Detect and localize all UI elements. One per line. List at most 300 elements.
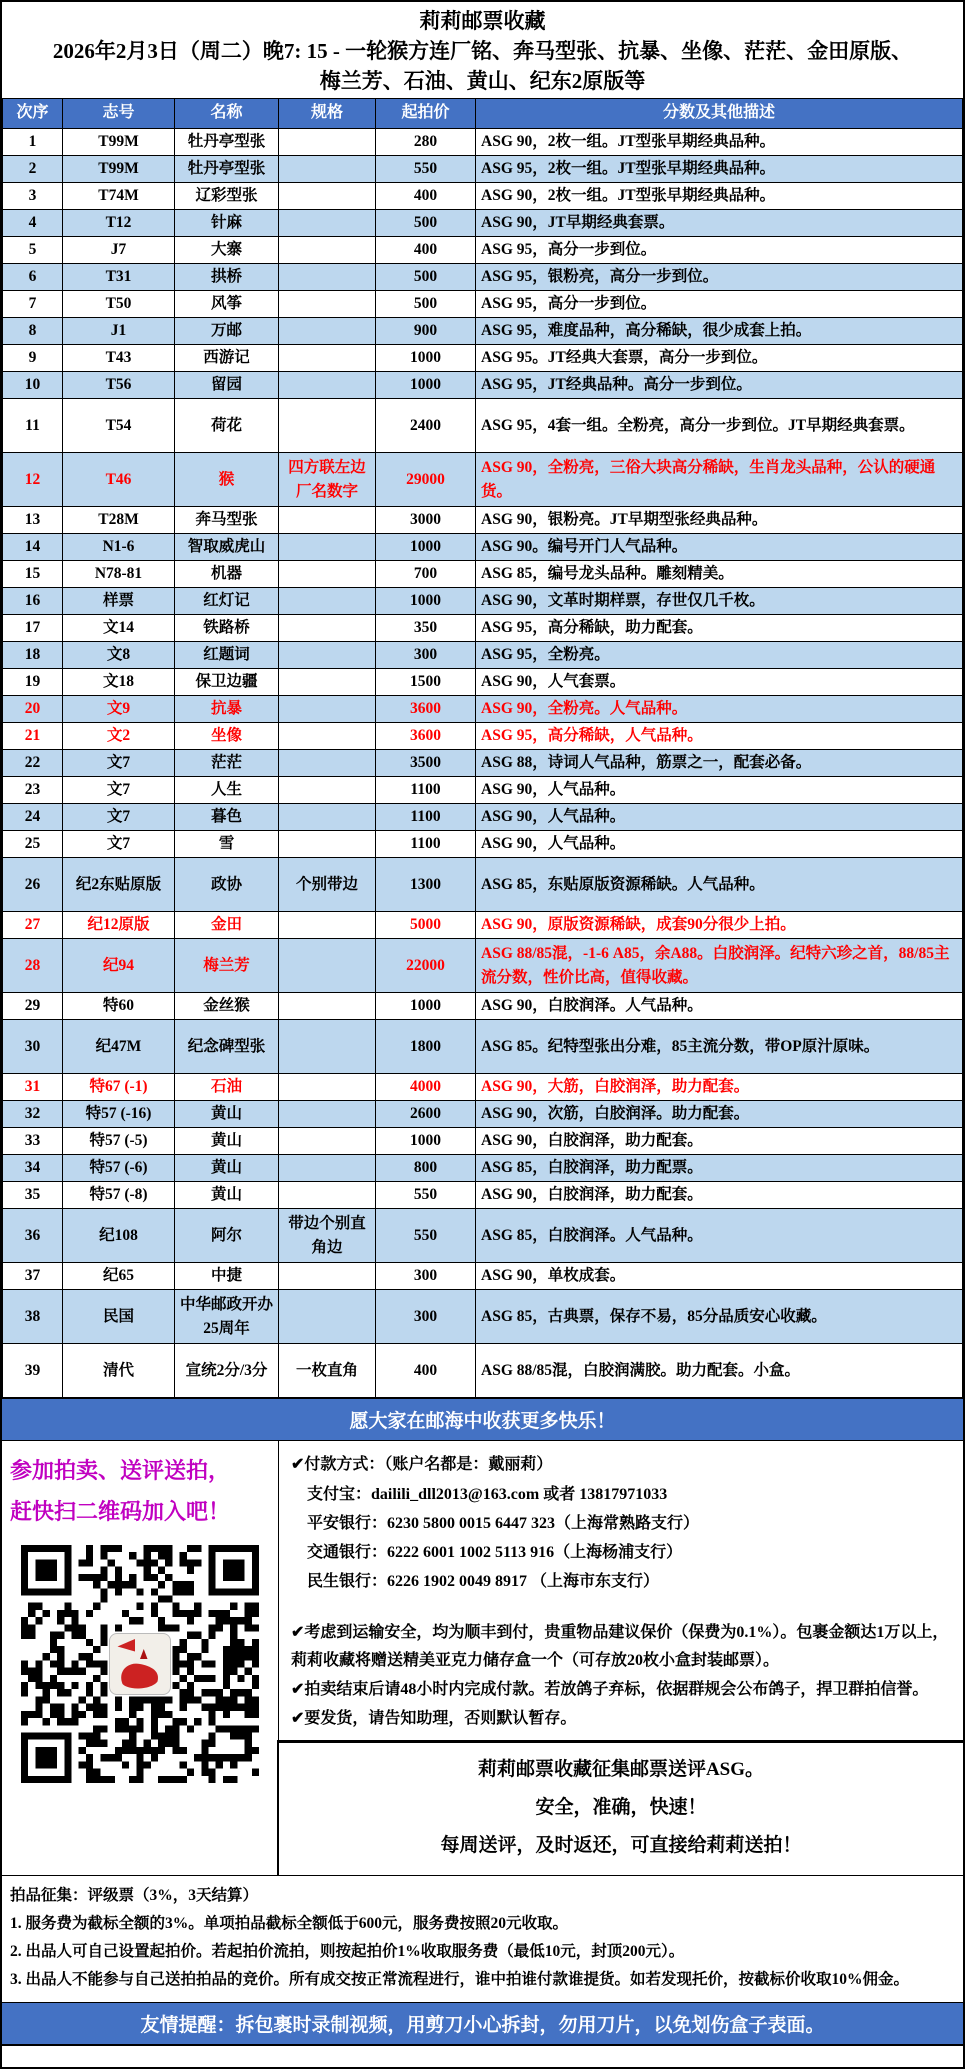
table-row bbox=[3, 723, 963, 750]
cell-price: 800 bbox=[376, 1155, 476, 1182]
payment-line: ✔拍卖结束后请48小时内完成付款。若放鸽子弃标，依据群规会公布鸽子，捍卫群拍信誉。 bbox=[291, 1680, 929, 1698]
cell-no: 8 bbox=[3, 318, 63, 345]
cell-spec bbox=[279, 129, 376, 156]
cell-price: 29000 bbox=[376, 453, 476, 507]
payment-line: ✔考虑到运输安全，均为顺丰到付，贵重物品建议保价（保费为0.1%）。包裹金额达1万以上，莉莉收藏将赠送精美亚克力储存盒一个（可存放20枚小盒封装邮票）。 bbox=[291, 1624, 949, 1669]
cell-price: 1000 bbox=[376, 372, 476, 399]
cell-price: 400 bbox=[376, 237, 476, 264]
terms-block bbox=[2, 1875, 963, 2002]
payment-line: 民生银行：6226 1902 0049 8917 （上海市东支行） bbox=[307, 1573, 660, 1591]
cell-desc: ASG 90，人气品种。 bbox=[476, 804, 963, 831]
cell-price: 1000 bbox=[376, 534, 476, 561]
qr-code bbox=[21, 1545, 259, 1783]
cell-code: 文14 bbox=[63, 615, 175, 642]
cell-code: N1-6 bbox=[63, 534, 175, 561]
cell-price: 3000 bbox=[376, 507, 476, 534]
page-title: 莉莉邮票收藏 bbox=[419, 9, 546, 33]
cell-no: 20 bbox=[3, 696, 63, 723]
cell-name: 人生 bbox=[175, 777, 279, 804]
table-row bbox=[3, 345, 963, 372]
cell-no: 35 bbox=[3, 1182, 63, 1209]
table-row bbox=[3, 804, 963, 831]
table-row bbox=[3, 858, 963, 912]
asg-service-box bbox=[277, 1740, 963, 1875]
table-row bbox=[3, 696, 963, 723]
cell-price: 300 bbox=[376, 1290, 476, 1344]
cell-spec bbox=[279, 264, 376, 291]
cell-code: 特67 (-1) bbox=[63, 1074, 175, 1101]
cell-code: 纪94 bbox=[63, 939, 175, 993]
cell-desc: ASG 95，难度品种，高分稀缺，很少成套上拍。 bbox=[476, 318, 963, 345]
table-row bbox=[3, 291, 963, 318]
table-row bbox=[3, 1290, 963, 1344]
cell-spec bbox=[279, 507, 376, 534]
col-header-spec: 规格 bbox=[279, 99, 376, 129]
promo-line-2: 赶快扫二维码加入吧！ bbox=[10, 1499, 231, 1525]
terms-line: 2. 出品人可自己设置起拍价。若起拍价流拍，则按起拍价1%收取服务费（最低10元，封顶200元）。 bbox=[10, 1942, 685, 1960]
cell-no: 28 bbox=[3, 939, 63, 993]
cell-spec bbox=[279, 1263, 376, 1290]
cell-name: 辽彩型张 bbox=[175, 183, 279, 210]
cell-desc: ASG 88/85混，-1-6 A85，余A88。白胶润泽。纪特六珍之首，88/85主流分数，性价比高，值得收藏。 bbox=[476, 939, 963, 993]
cell-price: 1000 bbox=[376, 345, 476, 372]
table-row bbox=[3, 399, 963, 453]
cell-spec bbox=[279, 291, 376, 318]
table-row bbox=[3, 1263, 963, 1290]
promo-line-1: 参加拍卖、送评送拍， bbox=[10, 1458, 231, 1484]
table-row bbox=[3, 264, 963, 291]
cell-code: 文7 bbox=[63, 777, 175, 804]
cell-spec bbox=[279, 1128, 376, 1155]
cell-price: 300 bbox=[376, 642, 476, 669]
cell-desc: ASG 95，全粉亮。 bbox=[476, 642, 963, 669]
cell-code: 文18 bbox=[63, 669, 175, 696]
table-row bbox=[3, 534, 963, 561]
table-row bbox=[3, 1344, 963, 1398]
cell-name: 金田 bbox=[175, 912, 279, 939]
cell-name: 宣统2分/3分 bbox=[175, 1344, 279, 1398]
cell-name: 牡丹亭型张 bbox=[175, 156, 279, 183]
table-row bbox=[3, 669, 963, 696]
payment-line: ✔要发货，请告知助理，否则默认暂存。 bbox=[291, 1709, 577, 1727]
cell-no: 2 bbox=[3, 156, 63, 183]
cell-code: 特57 (-8) bbox=[63, 1182, 175, 1209]
cell-desc: ASG 90，白胶润泽，助力配套。 bbox=[476, 1128, 963, 1155]
cell-code: T56 bbox=[63, 372, 175, 399]
cell-no: 15 bbox=[3, 561, 63, 588]
bottom-strip bbox=[2, 2045, 963, 2067]
table-row bbox=[3, 318, 963, 345]
cell-desc: ASG 88/85混，白胶润满胶。助力配套。小盒。 bbox=[476, 1344, 963, 1398]
cell-no: 4 bbox=[3, 210, 63, 237]
cell-desc: ASG 95，银粉亮，高分一步到位。 bbox=[476, 264, 963, 291]
cell-spec: 一枚直角 bbox=[279, 1344, 376, 1398]
cell-no: 5 bbox=[3, 237, 63, 264]
cell-name: 机器 bbox=[175, 561, 279, 588]
cell-code: T99M bbox=[63, 156, 175, 183]
cell-spec: 带边个别直角边 bbox=[279, 1209, 376, 1263]
cell-name: 牡丹亭型张 bbox=[175, 129, 279, 156]
cell-desc: ASG 95，高分稀缺，人气品种。 bbox=[476, 723, 963, 750]
cell-name: 风筝 bbox=[175, 291, 279, 318]
cell-price: 1100 bbox=[376, 804, 476, 831]
cell-name: 铁路桥 bbox=[175, 615, 279, 642]
cell-name: 中华邮政开办25周年 bbox=[175, 1290, 279, 1344]
asg-line-2: 安全，准确，快速！ bbox=[535, 1797, 707, 1819]
cell-spec: 四方联左边厂名数字 bbox=[279, 453, 376, 507]
terms-line: 3. 出品人不能参与自己送拍拍品的竞价。所有成交按正常流程进行，谁中拍谁付款谁提货。如若发现托价，按截标价收取10%佣金。 bbox=[10, 1970, 910, 1988]
cell-no: 37 bbox=[3, 1263, 63, 1290]
cell-no: 6 bbox=[3, 264, 63, 291]
table-row bbox=[3, 372, 963, 399]
table-row bbox=[3, 156, 963, 183]
col-header-name: 名称 bbox=[175, 99, 279, 129]
cell-no: 21 bbox=[3, 723, 63, 750]
cell-desc: ASG 85，白胶润泽，助力配票。 bbox=[476, 1155, 963, 1182]
cell-no: 29 bbox=[3, 993, 63, 1020]
cell-name: 西游记 bbox=[175, 345, 279, 372]
cell-spec bbox=[279, 1074, 376, 1101]
cell-no: 18 bbox=[3, 642, 63, 669]
cell-no: 14 bbox=[3, 534, 63, 561]
cell-code: T50 bbox=[63, 291, 175, 318]
cell-code: T43 bbox=[63, 345, 175, 372]
cell-name: 梅兰芳 bbox=[175, 939, 279, 993]
cell-code: 样票 bbox=[63, 588, 175, 615]
cell-code: 特57 (-16) bbox=[63, 1101, 175, 1128]
cell-name: 针麻 bbox=[175, 210, 279, 237]
cell-code: 纪65 bbox=[63, 1263, 175, 1290]
cell-code: T12 bbox=[63, 210, 175, 237]
auction-table-body bbox=[3, 129, 963, 1398]
cell-no: 10 bbox=[3, 372, 63, 399]
cell-price: 1300 bbox=[376, 858, 476, 912]
cell-price: 2600 bbox=[376, 1101, 476, 1128]
cell-code: T74M bbox=[63, 183, 175, 210]
cell-spec bbox=[279, 777, 376, 804]
cell-name: 智取威虎山 bbox=[175, 534, 279, 561]
footer-left-column bbox=[2, 1441, 279, 1875]
cell-desc: ASG 90，人气套票。 bbox=[476, 669, 963, 696]
payment-line: 交通银行：6222 6001 1002 5113 916（上海杨浦支行） bbox=[307, 1544, 683, 1562]
cell-code: T99M bbox=[63, 129, 175, 156]
cell-price: 550 bbox=[376, 156, 476, 183]
cell-no: 19 bbox=[3, 669, 63, 696]
payment-line: 平安银行：6230 5800 0015 6447 323（上海常熟路支行） bbox=[307, 1514, 700, 1532]
cell-no: 1 bbox=[3, 129, 63, 156]
cell-name: 雪 bbox=[175, 831, 279, 858]
cell-code: 文8 bbox=[63, 642, 175, 669]
bottom-banner: 友情提醒：拆包裹时录制视频，用剪刀小心拆封，勿用刀片，以免划伤盒子表面。 bbox=[2, 2002, 963, 2045]
cell-no: 12 bbox=[3, 453, 63, 507]
cell-price: 1500 bbox=[376, 669, 476, 696]
table-row bbox=[3, 1209, 963, 1263]
table-row bbox=[3, 642, 963, 669]
col-header-desc: 分数及其他描述 bbox=[476, 99, 963, 129]
cell-name: 中捷 bbox=[175, 1263, 279, 1290]
cell-spec bbox=[279, 345, 376, 372]
cell-name: 纪念碑型张 bbox=[175, 1020, 279, 1074]
cell-no: 22 bbox=[3, 750, 63, 777]
cell-name: 黄山 bbox=[175, 1182, 279, 1209]
cell-price: 1100 bbox=[376, 831, 476, 858]
cell-name: 茫茫 bbox=[175, 750, 279, 777]
table-row bbox=[3, 777, 963, 804]
cell-code: 纪2东贴原版 bbox=[63, 858, 175, 912]
cell-no: 31 bbox=[3, 1074, 63, 1101]
cell-name: 坐像 bbox=[175, 723, 279, 750]
cell-desc: ASG 90，人气品种。 bbox=[476, 831, 963, 858]
payment-info-block bbox=[279, 1441, 963, 1740]
cell-desc: ASG 88，诗词人气品种，筋票之一，配套必备。 bbox=[476, 750, 963, 777]
cell-code: 纪108 bbox=[63, 1209, 175, 1263]
cell-price: 700 bbox=[376, 561, 476, 588]
subtitle-line-1: 2026年2月3日（周二）晚7: 15 - 一轮猴方连厂铭、奔马型张、抗暴、坐像、茫茫、金田原版、 bbox=[52, 39, 913, 63]
cell-price: 1000 bbox=[376, 993, 476, 1020]
table-row bbox=[3, 237, 963, 264]
cell-no: 13 bbox=[3, 507, 63, 534]
cell-price: 3600 bbox=[376, 696, 476, 723]
cell-desc: ASG 90，原版资源稀缺，成套90分很少上拍。 bbox=[476, 912, 963, 939]
cell-spec bbox=[279, 912, 376, 939]
cell-no: 33 bbox=[3, 1128, 63, 1155]
cell-price: 300 bbox=[376, 1263, 476, 1290]
cell-desc: ASG 90，2枚一组。JT型张早期经典品种。 bbox=[476, 129, 963, 156]
cell-name: 奔马型张 bbox=[175, 507, 279, 534]
cell-name: 大寨 bbox=[175, 237, 279, 264]
cell-spec bbox=[279, 615, 376, 642]
cell-desc: ASG 90，全粉亮，三俗大块高分稀缺，生肖龙头品种，公认的硬通货。 bbox=[476, 453, 963, 507]
cell-spec bbox=[279, 696, 376, 723]
cell-spec bbox=[279, 318, 376, 345]
cell-code: J1 bbox=[63, 318, 175, 345]
terms-line: 拍品征集：评级票（3%，3天结算） bbox=[10, 1887, 259, 1905]
cell-code: 文7 bbox=[63, 831, 175, 858]
cell-desc: ASG 95，JT经典品种。高分一步到位。 bbox=[476, 372, 963, 399]
cell-spec bbox=[279, 1290, 376, 1344]
cell-no: 30 bbox=[3, 1020, 63, 1074]
col-header-code: 志号 bbox=[63, 99, 175, 129]
cell-desc: ASG 95，高分一步到位。 bbox=[476, 291, 963, 318]
table-row bbox=[3, 1074, 963, 1101]
cell-spec bbox=[279, 723, 376, 750]
cell-desc: ASG 90，次筋，白胶润泽。助力配套。 bbox=[476, 1101, 963, 1128]
title-block bbox=[2, 2, 963, 98]
cell-code: 纪12原版 bbox=[63, 912, 175, 939]
cell-name: 石油 bbox=[175, 1074, 279, 1101]
col-header-no: 次序 bbox=[3, 99, 63, 129]
table-row bbox=[3, 1020, 963, 1074]
cell-desc: ASG 85，古典票，保存不易，85分品质安心收藏。 bbox=[476, 1290, 963, 1344]
cell-price: 550 bbox=[376, 1182, 476, 1209]
table-row bbox=[3, 1128, 963, 1155]
cell-price: 500 bbox=[376, 291, 476, 318]
cell-price: 5000 bbox=[376, 912, 476, 939]
cell-name: 暮色 bbox=[175, 804, 279, 831]
cell-price: 280 bbox=[376, 129, 476, 156]
cell-price: 350 bbox=[376, 615, 476, 642]
cell-spec bbox=[279, 156, 376, 183]
cell-desc: ASG 85，编号龙头品种。雕刻精美。 bbox=[476, 561, 963, 588]
asg-line-1: 莉莉邮票收藏征集邮票送评ASG。 bbox=[477, 1759, 765, 1781]
cell-desc: ASG 90，单枚成套。 bbox=[476, 1263, 963, 1290]
cell-spec bbox=[279, 588, 376, 615]
table-row bbox=[3, 993, 963, 1020]
footer-right-column bbox=[279, 1441, 963, 1875]
cell-price: 500 bbox=[376, 264, 476, 291]
qr-center-image bbox=[109, 1633, 171, 1695]
cell-price: 1000 bbox=[376, 1128, 476, 1155]
cell-spec bbox=[279, 831, 376, 858]
cell-code: 文2 bbox=[63, 723, 175, 750]
table-row bbox=[3, 939, 963, 993]
cell-spec bbox=[279, 993, 376, 1020]
cell-spec bbox=[279, 939, 376, 993]
cell-price: 400 bbox=[376, 1344, 476, 1398]
cell-spec bbox=[279, 372, 376, 399]
cell-spec bbox=[279, 183, 376, 210]
cell-no: 34 bbox=[3, 1155, 63, 1182]
cell-desc: ASG 95，高分稀缺，助力配套。 bbox=[476, 615, 963, 642]
cell-name: 抗暴 bbox=[175, 696, 279, 723]
cell-code: 民国 bbox=[63, 1290, 175, 1344]
cell-no: 25 bbox=[3, 831, 63, 858]
subtitle-line-2: 梅兰芳、石油、黄山、纪东2原版等 bbox=[319, 69, 646, 93]
cell-code: 特60 bbox=[63, 993, 175, 1020]
cell-desc: ASG 85，白胶润泽。人气品种。 bbox=[476, 1209, 963, 1263]
cell-code: J7 bbox=[63, 237, 175, 264]
cell-desc: ASG 90，白胶润泽。人气品种。 bbox=[476, 993, 963, 1020]
cell-spec bbox=[279, 669, 376, 696]
footer-grid bbox=[2, 1441, 963, 1875]
cell-spec bbox=[279, 534, 376, 561]
cell-name: 猴 bbox=[175, 453, 279, 507]
cell-name: 黄山 bbox=[175, 1155, 279, 1182]
cell-desc: ASG 90，文革时期样票，存世仅几千枚。 bbox=[476, 588, 963, 615]
cell-name: 荷花 bbox=[175, 399, 279, 453]
table-row bbox=[3, 129, 963, 156]
cell-spec bbox=[279, 804, 376, 831]
cell-spec bbox=[279, 750, 376, 777]
cell-name: 留园 bbox=[175, 372, 279, 399]
cell-name: 保卫边疆 bbox=[175, 669, 279, 696]
cell-spec bbox=[279, 561, 376, 588]
cell-price: 400 bbox=[376, 183, 476, 210]
cell-code: T31 bbox=[63, 264, 175, 291]
cell-desc: ASG 95，2枚一组。JT型张早期经典品种。 bbox=[476, 156, 963, 183]
cell-spec bbox=[279, 237, 376, 264]
cell-spec bbox=[279, 642, 376, 669]
cell-desc: ASG 90，人气品种。 bbox=[476, 777, 963, 804]
cell-desc: ASG 95，高分一步到位。 bbox=[476, 237, 963, 264]
cell-no: 24 bbox=[3, 804, 63, 831]
cell-name: 红题词 bbox=[175, 642, 279, 669]
cell-code: 文7 bbox=[63, 804, 175, 831]
table-row bbox=[3, 615, 963, 642]
payment-line: 支付宝：dailili_dll2013@163.com 或者 13817971033 bbox=[307, 1485, 668, 1503]
cell-price: 1800 bbox=[376, 1020, 476, 1074]
cell-no: 32 bbox=[3, 1101, 63, 1128]
cell-spec bbox=[279, 399, 376, 453]
table-row bbox=[3, 183, 963, 210]
col-header-price: 起拍价 bbox=[376, 99, 476, 129]
table-row bbox=[3, 1182, 963, 1209]
cell-desc: ASG 95，4套一组。全粉亮，高分一步到位。JT早期经典套票。 bbox=[476, 399, 963, 453]
table-row bbox=[3, 750, 963, 777]
cell-desc: ASG 85，东贴原版资源稀缺。人气品种。 bbox=[476, 858, 963, 912]
cell-name: 阿尔 bbox=[175, 1209, 279, 1263]
cell-price: 550 bbox=[376, 1209, 476, 1263]
table-row bbox=[3, 588, 963, 615]
cell-no: 9 bbox=[3, 345, 63, 372]
cell-price: 900 bbox=[376, 318, 476, 345]
cell-price: 22000 bbox=[376, 939, 476, 993]
cell-spec bbox=[279, 1155, 376, 1182]
cell-code: T46 bbox=[63, 453, 175, 507]
mid-banner: 愿大家在邮海中收获更多快乐！ bbox=[2, 1398, 963, 1441]
cell-spec: 个别带边 bbox=[279, 858, 376, 912]
cell-no: 38 bbox=[3, 1290, 63, 1344]
table-row bbox=[3, 1101, 963, 1128]
cell-desc: ASG 95。JT经典大套票，高分一步到位。 bbox=[476, 345, 963, 372]
cell-price: 4000 bbox=[376, 1074, 476, 1101]
cell-price: 1000 bbox=[376, 588, 476, 615]
table-row bbox=[3, 561, 963, 588]
cell-price: 3500 bbox=[376, 750, 476, 777]
table-row bbox=[3, 453, 963, 507]
stamp-figures-icon bbox=[110, 1545, 170, 1783]
cell-desc: ASG 90，白胶润泽，助力配套。 bbox=[476, 1182, 963, 1209]
cell-price: 3600 bbox=[376, 723, 476, 750]
cell-code: T28M bbox=[63, 507, 175, 534]
cell-desc: ASG 85。纪特型张出分难，85主流分数，带OP原汁原味。 bbox=[476, 1020, 963, 1074]
payment-line: ✔付款方式：（账户名都是：戴丽莉） bbox=[291, 1456, 553, 1474]
cell-spec bbox=[279, 1182, 376, 1209]
cell-name: 拱桥 bbox=[175, 264, 279, 291]
cell-desc: ASG 90，全粉亮。人气品种。 bbox=[476, 696, 963, 723]
cell-no: 11 bbox=[3, 399, 63, 453]
cell-name: 红灯记 bbox=[175, 588, 279, 615]
cell-spec bbox=[279, 1101, 376, 1128]
table-row bbox=[3, 507, 963, 534]
cell-code: 特57 (-5) bbox=[63, 1128, 175, 1155]
cell-no: 39 bbox=[3, 1344, 63, 1398]
cell-desc: ASG 90，2枚一组。JT型张早期经典品种。 bbox=[476, 183, 963, 210]
table-header-row bbox=[3, 99, 963, 129]
table-row bbox=[3, 912, 963, 939]
cell-name: 金丝猴 bbox=[175, 993, 279, 1020]
asg-line-3: 每周送评，及时返还，可直接给莉莉送拍！ bbox=[440, 1835, 802, 1857]
promo-text bbox=[8, 1449, 272, 1538]
cell-no: 36 bbox=[3, 1209, 63, 1263]
cell-no: 7 bbox=[3, 291, 63, 318]
cell-code: 特57 (-6) bbox=[63, 1155, 175, 1182]
cell-desc: ASG 90，银粉亮。JT早期型张经典品种。 bbox=[476, 507, 963, 534]
table-row bbox=[3, 1155, 963, 1182]
cell-no: 3 bbox=[3, 183, 63, 210]
cell-code: 文9 bbox=[63, 696, 175, 723]
cell-price: 500 bbox=[376, 210, 476, 237]
auction-table bbox=[2, 98, 963, 1398]
cell-desc: ASG 90。编号开门人气品种。 bbox=[476, 534, 963, 561]
cell-no: 23 bbox=[3, 777, 63, 804]
cell-name: 政协 bbox=[175, 858, 279, 912]
cell-no: 26 bbox=[3, 858, 63, 912]
terms-line: 1. 服务费为截标全额的3%。单项拍品截标全额低于600元，服务费按照20元收取。 bbox=[10, 1915, 569, 1933]
cell-code: T54 bbox=[63, 399, 175, 453]
cell-no: 17 bbox=[3, 615, 63, 642]
cell-code: 文7 bbox=[63, 750, 175, 777]
